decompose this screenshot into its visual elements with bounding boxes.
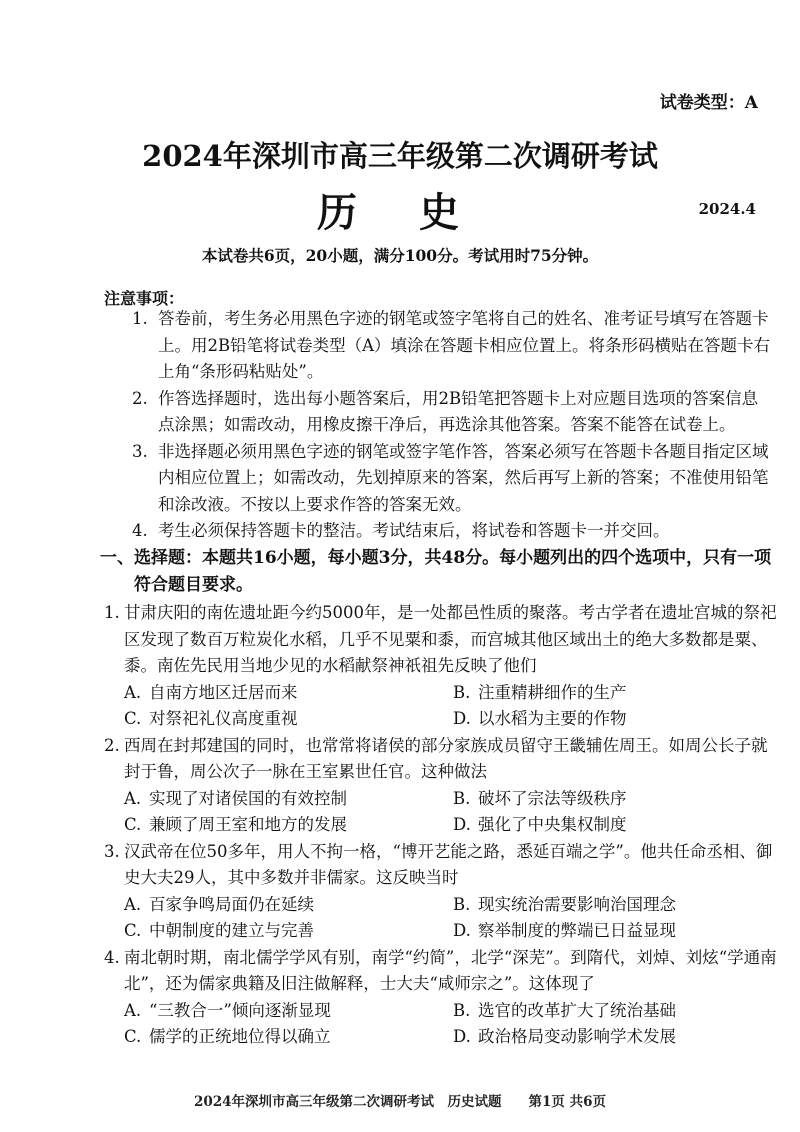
option-letter: B.: [453, 894, 471, 914]
question-2: [104, 733, 782, 839]
notice-item: [132, 518, 772, 545]
option-text: 强化了中央集权制度: [478, 815, 627, 834]
option-letter: B.: [453, 1000, 471, 1020]
exam-title: 2024年深圳市高三年级第二次调研考试: [142, 139, 658, 173]
notice-text: 非选择题必须用黑色字迹的钢笔或签字笔作答，答案必须写在答题卡各题目指定区域内相应位置上；如需改动，先划掉原来的答案，然后再写上新的答案；不准使用铅笔和涂改液。不按以上要求作答的答案无效。: [158, 441, 769, 514]
question-list: [104, 600, 782, 1051]
option-text: 破坏了宗法等级秩序: [478, 788, 627, 808]
notice-text: 考生必须保持答题卡的整洁。考试结束后，将试卷和答题卡一并交回。: [158, 521, 670, 540]
option-row: [104, 918, 782, 945]
option-letter: C.: [124, 709, 142, 728]
question-stem: [104, 839, 782, 892]
option-row: [104, 1024, 782, 1051]
option-letter: D.: [453, 921, 471, 940]
option-letter: A.: [124, 682, 142, 702]
subject-title: 历 史: [317, 189, 483, 236]
option-b: [453, 680, 782, 707]
option-letter: C.: [124, 815, 142, 834]
option-d: [453, 812, 782, 839]
option-text: 以水稻为主要的作物: [478, 709, 627, 728]
question-text: 西周在封邦建国的同时，也常常将诸侯的部分家族成员留守王畿辅佐周王。如周公长子就封于鲁，周公次子一脉在王室累世任官。这种做法: [124, 735, 768, 781]
question-stem: [104, 945, 782, 998]
option-text: 现实统治需要影响治国理念: [478, 894, 676, 914]
option-d: [453, 918, 782, 945]
option-text: 政治格局变动影响学术发展: [478, 1027, 676, 1046]
option-letter: B.: [453, 682, 471, 702]
option-text: “三教合一”倾向逐渐显现: [149, 1000, 331, 1020]
option-c: [124, 812, 453, 839]
option-d: [453, 706, 782, 733]
notice-text: 答卷前，考生务必用黑色字迹的钢笔或签字笔将自己的姓名、准考证号填写在答题卡上。用2B铅笔将试卷类型（A）填涂在答题卡相应位置上。将条形码横贴在答题卡右上角“条形码粘贴处”。: [158, 309, 771, 381]
question-number: 3.: [104, 841, 120, 861]
exam-summary: 本试卷共6页，20小题，满分100分。考试用时75分钟。: [201, 246, 599, 265]
option-letter: A.: [124, 1000, 142, 1020]
question-4: [104, 945, 782, 1051]
question-text: 南北朝时期，南北儒学学风有别，南学“约简”，北学“深芜”。到隋代，刘焯、刘炫“学通南北”，还为儒家典籍及旧注做解释，士大夫“咸师宗之”。这体现了: [124, 947, 777, 993]
option-row: [104, 812, 782, 839]
option-b: [453, 786, 782, 813]
option-text: 对祭祀礼仪高度重视: [149, 709, 298, 728]
option-c: [124, 706, 453, 733]
question-stem: [104, 600, 782, 680]
option-text: 注重精耕细作的生产: [478, 682, 627, 702]
question-text: 汉武帝在位50多年，用人不拘一格，“博开艺能之路，悉延百端之学”。他共任命丞相、御史大夫29人，其中多数并非儒家。这反映当时: [124, 841, 773, 887]
question-text: 甘肃庆阳的南佐遗址距今约5000年，是一处都邑性质的聚落。考古学者在遗址宫城的祭祀区发现了数百万粒炭化水稻，几乎不见粟和黍，而宫城其他区域出土的绝大多数都是粟、黍。南佐先民用当地少见的水稻献祭神祇祖先反映了他们: [124, 603, 777, 675]
question-number: 2.: [104, 735, 120, 755]
option-text: 儒学的正统地位得以确立: [149, 1027, 331, 1046]
section-heading-text: 选择题：本题共16小题，每小题3分，共48分。每小题列出的四个选项中，只有一项符合题目要求。: [134, 548, 772, 595]
option-text: 自南方地区迁居而来: [149, 682, 298, 702]
page-footer: 2024年深圳市高三年级第二次调研考试 历史试题 第1页 共6页: [193, 1094, 607, 1110]
option-text: 察举制度的弊端已日益显现: [478, 921, 676, 940]
question-1: [104, 600, 782, 733]
option-row: [104, 892, 782, 919]
notice-number: 4.: [132, 521, 148, 540]
option-letter: D.: [453, 815, 471, 834]
notice-number: 3.: [132, 441, 148, 461]
option-row: [104, 998, 782, 1025]
notice-item: [132, 386, 772, 439]
option-d: [453, 1024, 782, 1051]
notice-list: [132, 306, 772, 545]
option-letter: D.: [453, 709, 471, 728]
option-a: [124, 680, 453, 707]
option-row: [104, 786, 782, 813]
question-number: 4.: [104, 947, 120, 967]
option-text: 实现了对诸侯国的有效控制: [149, 788, 347, 808]
option-text: 兼顾了周王室和地方的发展: [149, 815, 347, 834]
paper-type: 试卷类型：A: [659, 93, 758, 113]
notice-item: [132, 439, 772, 519]
option-letter: B.: [453, 788, 471, 808]
option-letter: D.: [453, 1027, 471, 1046]
option-b: [453, 998, 782, 1025]
option-row: [104, 706, 782, 733]
option-a: [124, 998, 453, 1025]
exam-date: 2024.4: [698, 200, 756, 218]
option-row: [104, 680, 782, 707]
option-c: [124, 1024, 453, 1051]
option-letter: A.: [124, 788, 142, 808]
option-c: [124, 918, 453, 945]
option-letter: C.: [124, 1027, 142, 1046]
section-prefix: 一、: [100, 548, 134, 568]
option-letter: A.: [124, 894, 142, 914]
option-a: [124, 892, 453, 919]
notice-text: 作答选择题时，选出每小题答案后，用2B铅笔把答题卡上对应题目选项的答案信息点涂黑；如需改动，用橡皮擦干净后，再选涂其他答案。答案不能答在试卷上。: [158, 388, 759, 434]
notice-number: 1.: [132, 309, 148, 328]
section-heading: [100, 545, 780, 598]
option-text: 百家争鸣局面仍在延续: [149, 894, 314, 914]
notice-item: [132, 306, 772, 386]
notice-heading: 注意事项：: [104, 289, 185, 308]
option-letter: C.: [124, 921, 142, 940]
option-b: [453, 892, 782, 919]
option-text: 中朝制度的建立与完善: [149, 921, 314, 940]
option-a: [124, 786, 453, 813]
question-stem: [104, 733, 782, 786]
notice-number: 2.: [132, 388, 148, 408]
option-text: 选官的改革扩大了统治基础: [478, 1000, 676, 1020]
question-3: [104, 839, 782, 945]
question-number: 1.: [104, 603, 120, 622]
